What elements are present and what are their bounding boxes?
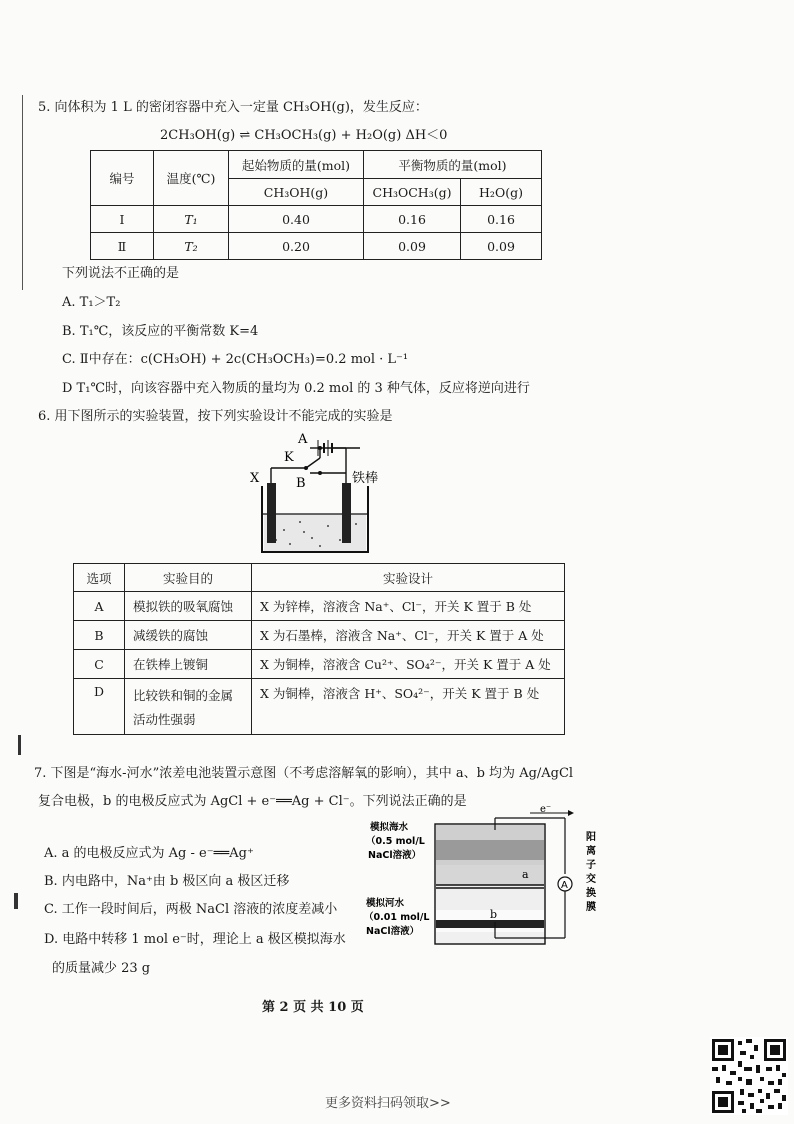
q5-option-a: A. T₁＞T₂	[62, 295, 121, 310]
q5-sub-ch3och3: CH₃OCH₃(g)	[364, 179, 461, 206]
cell-option: B	[74, 621, 125, 650]
electrode-b-label: b	[490, 908, 498, 921]
q7-option-a: A. a 的电极反应式为 Ag - e⁻══Ag⁺	[44, 846, 254, 861]
concentration-cell-diagram	[360, 804, 610, 950]
electrolysis-apparatus-diagram	[240, 428, 390, 556]
table-row	[74, 621, 565, 650]
electrode-a-label: a	[522, 868, 529, 881]
membrane-char: 离	[586, 846, 596, 857]
cell-eq-b: 0.09	[364, 233, 461, 260]
cell-temp: T₁	[154, 206, 229, 233]
river-water-sol: NaCl溶液）	[366, 926, 420, 937]
margin-mark	[18, 735, 21, 755]
label-b: B	[296, 476, 306, 491]
cell-design: X 为锌棒，溶液含 Na⁺、Cl⁻，开关 K 置于 B 处	[252, 592, 565, 621]
ammeter-label: A	[561, 880, 568, 891]
q7-option-b: B. 内电路中，Na⁺由 b 极区向 a 极区迁移	[44, 874, 290, 889]
q5-option-c: C. Ⅱ中存在：c(CH₃OH) + 2c(CH₃OCH₃)=0.2 mol · L⁻¹	[62, 352, 409, 367]
table-row	[74, 592, 565, 621]
electron-label: e⁻	[540, 804, 552, 815]
q7-stem-line1: 7. 下图是“海水-河水”浓差电池装置示意图（不考虑溶解氧的影响），其中 a、b 均为 Ag/AgCl	[34, 766, 574, 781]
q6-stem: 6. 用下图所示的实验装置，按下列实验设计不能完成的实验是	[38, 409, 393, 424]
cell-goal: 在铁棒上镀铜	[125, 650, 252, 679]
page-footer: 第 2 页 共 10 页	[262, 1000, 364, 1015]
cell-design: X 为铜棒，溶液含 H⁺、SO₄²⁻，开关 K 置于 B 处	[252, 679, 565, 735]
q5-equation: 2CH₃OH(g) ⇌ CH₃OCH₃(g) + H₂O(g) ΔH＜0	[160, 128, 448, 143]
q5-option-d: D T₁℃时，向该容器中充入物质的量均为 0.2 mol 的 3 种气体，反应将逆向进行	[62, 381, 530, 396]
table-row	[74, 679, 565, 735]
river-water-conc: （0.01 mol/L	[364, 912, 430, 923]
q7-stem-line2: 复合电极，b 的电极反应式为 AgCl + e⁻══Ag + Cl⁻。下列说法正确的是	[38, 794, 467, 809]
q5-table	[90, 150, 542, 260]
cell-design: X 为铜棒，溶液含 Cu²⁺、SO₄²⁻，开关 K 置于 A 处	[252, 650, 565, 679]
cell-start: 0.20	[229, 233, 364, 260]
q7-option-d: D. 电路中转移 1 mol e⁻时，理论上 a 极区模拟海水	[44, 932, 346, 947]
label-a: A	[298, 432, 308, 447]
q5-header-temp: 温度(℃)	[154, 151, 229, 206]
cell-option: C	[74, 650, 125, 679]
q5-sub-h2o: H₂O(g)	[461, 179, 542, 206]
cell-start: 0.40	[229, 206, 364, 233]
q6-header-goal: 实验目的	[125, 564, 252, 592]
membrane-char: 阳	[586, 832, 596, 843]
table-row	[91, 233, 542, 260]
cell-eq-c: 0.16	[461, 206, 542, 233]
cell-goal: 模拟铁的吸氧腐蚀	[125, 592, 252, 621]
membrane-char: 交	[586, 874, 596, 885]
q7-option-d-cont: 的质量减少 23 g	[52, 961, 151, 976]
q5-option-b: B. T₁℃，该反应的平衡常数 K=4	[62, 324, 259, 339]
cell-temp: T₂	[154, 233, 229, 260]
q6-header-design: 实验设计	[252, 564, 565, 592]
cell-goal	[125, 679, 252, 735]
cell-option: D	[74, 679, 125, 735]
cell-eq-b: 0.16	[364, 206, 461, 233]
margin-line	[22, 95, 23, 290]
sea-water-label: 模拟海水	[370, 822, 409, 833]
q5-sub-ch3oh: CH₃OH(g)	[229, 179, 364, 206]
q5-header-no: 编号	[91, 151, 154, 206]
cell-option: A	[74, 592, 125, 621]
cell-no: Ⅱ	[91, 233, 154, 260]
cell-goal: 减缓铁的腐蚀	[125, 621, 252, 650]
sea-water-conc: （0.5 mol/L	[366, 836, 425, 847]
membrane-char: 换	[586, 888, 596, 899]
q5-header-eq: 平衡物质的量(mol)	[364, 151, 542, 179]
q6-table	[73, 563, 565, 735]
q5-prompt: 下列说法不正确的是	[62, 266, 180, 281]
cell-no: Ⅰ	[91, 206, 154, 233]
table-row	[91, 206, 542, 233]
river-water-label: 模拟河水	[366, 898, 405, 909]
qr-code-icon	[710, 1037, 788, 1115]
cell-goal-line: 比较铁和铜的金属	[133, 688, 234, 703]
bottom-scan-link[interactable]: 更多资料扫码领取>>	[325, 1096, 451, 1111]
sea-water-sol: NaCl溶液）	[368, 850, 422, 861]
cell-design: X 为石墨棒，溶液含 Na⁺、Cl⁻，开关 K 置于 A 处	[252, 621, 565, 650]
table-row	[74, 650, 565, 679]
label-k: K	[284, 450, 294, 465]
q7-option-c: C. 工作一段时间后，两极 NaCl 溶液的浓度差减小	[44, 902, 338, 917]
q5-header-start: 起始物质的量(mol)	[229, 151, 364, 179]
q5-stem: 5. 向体积为 1 L 的密闭容器中充入一定量 CH₃OH(g)，发生反应：	[38, 100, 428, 115]
membrane-char: 子	[586, 860, 596, 871]
cell-goal-line: 活动性强弱	[133, 712, 196, 727]
label-iron-rod: 铁棒	[352, 471, 379, 486]
membrane-char: 膜	[586, 902, 596, 913]
q6-header-option: 选项	[74, 564, 125, 592]
margin-mark	[14, 893, 18, 909]
cell-eq-c: 0.09	[461, 233, 542, 260]
label-x: X	[250, 471, 260, 486]
